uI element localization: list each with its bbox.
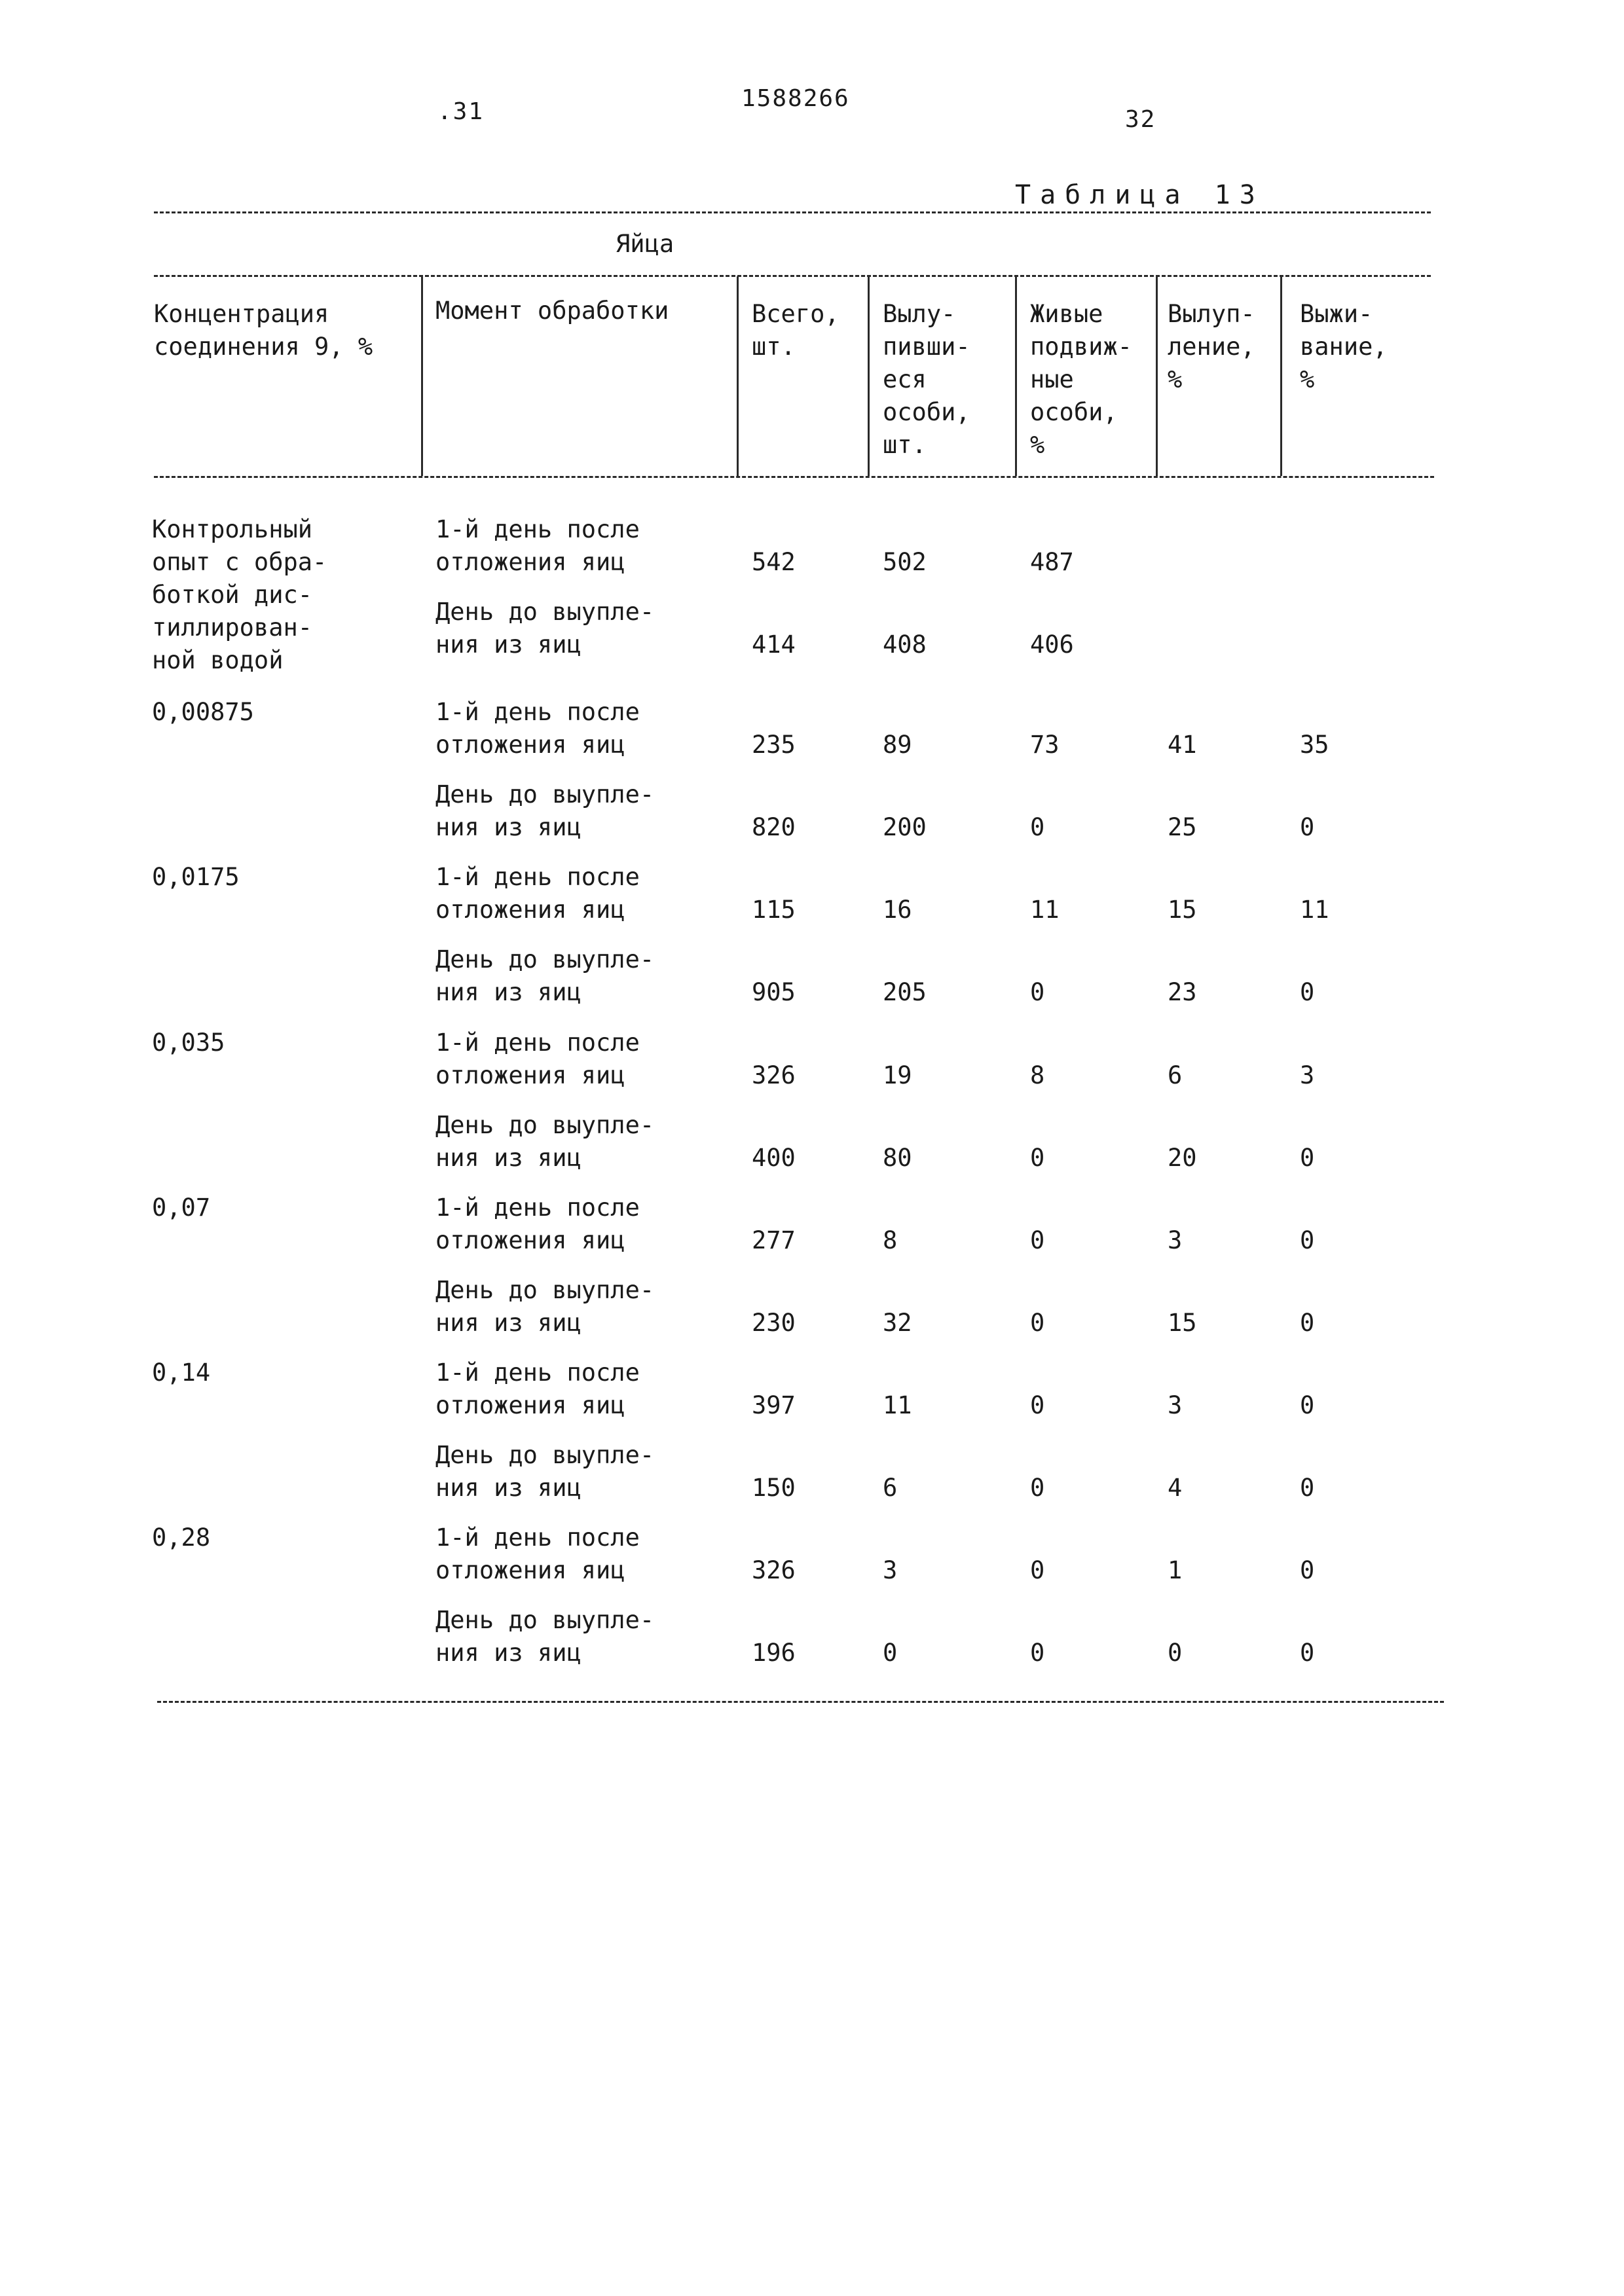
header-hatched: Вылу- пивши- еся особи, шт. bbox=[883, 300, 970, 459]
group-header-rule bbox=[154, 275, 1431, 277]
header-bottom-rule bbox=[154, 476, 1434, 478]
cell-concentration: 0,28 bbox=[152, 1523, 211, 1552]
cell-moment: День до выупле- ния из яиц bbox=[435, 1441, 655, 1502]
cell-total: 277 bbox=[752, 1226, 796, 1254]
cell-alive: 73 bbox=[1030, 731, 1060, 759]
cell-total: 905 bbox=[752, 978, 796, 1006]
cell-hatched: 502 bbox=[883, 548, 927, 576]
cell-hatched: 408 bbox=[883, 630, 927, 659]
cell-moment: 1-й день после отложения яиц bbox=[435, 1029, 640, 1089]
cell-alive: 406 bbox=[1030, 630, 1074, 659]
cell-hatched: 205 bbox=[883, 978, 927, 1006]
cell-moment: 1-й день после отложения яиц bbox=[435, 698, 640, 759]
header-total: Всего, шт. bbox=[752, 300, 840, 361]
group-header-eggs: Яйца bbox=[616, 230, 674, 258]
cell-survival: 0 bbox=[1300, 1144, 1315, 1172]
cell-hatching: 25 bbox=[1168, 813, 1197, 841]
cell-moment: 1-й день после отложения яиц bbox=[435, 863, 640, 924]
cell-alive: 487 bbox=[1030, 548, 1074, 576]
cell-survival: 0 bbox=[1300, 813, 1315, 841]
cell-moment: День до выупле- ния из яиц bbox=[435, 598, 655, 659]
cell-hatching: 3 bbox=[1168, 1391, 1183, 1419]
cell-moment: День до выупле- ния из яиц bbox=[435, 780, 655, 841]
cell-alive: 0 bbox=[1030, 1309, 1045, 1337]
cell-total: 235 bbox=[752, 731, 796, 759]
cell-hatching: 3 bbox=[1168, 1226, 1183, 1254]
cell-total: 400 bbox=[752, 1144, 796, 1172]
cell-total: 230 bbox=[752, 1309, 796, 1337]
cell-survival: 0 bbox=[1300, 1639, 1315, 1667]
cell-total: 196 bbox=[752, 1639, 796, 1667]
cell-moment: День до выупле- ния из яиц bbox=[435, 1111, 655, 1172]
cell-concentration: 0,07 bbox=[152, 1194, 211, 1222]
header-survival: Выжи- вание, % bbox=[1300, 300, 1388, 393]
table-title: Таблица 13 bbox=[1015, 180, 1264, 210]
col-sep-5 bbox=[1156, 276, 1158, 476]
cell-survival: 0 bbox=[1300, 1226, 1315, 1254]
cell-alive: 0 bbox=[1030, 1226, 1045, 1254]
cell-hatching: 15 bbox=[1168, 1309, 1197, 1337]
cell-total: 326 bbox=[752, 1556, 796, 1584]
cell-hatching: 23 bbox=[1168, 978, 1197, 1006]
col-sep-6 bbox=[1280, 276, 1282, 476]
cell-moment: 1-й день после отложения яиц bbox=[435, 515, 640, 576]
col-sep-2 bbox=[737, 276, 739, 476]
cell-hatched: 89 bbox=[883, 731, 912, 759]
cell-total: 115 bbox=[752, 896, 796, 924]
cell-total: 326 bbox=[752, 1061, 796, 1089]
cell-hatching: 0 bbox=[1168, 1639, 1183, 1667]
cell-alive: 0 bbox=[1030, 1556, 1045, 1584]
patent-number: 1588266 bbox=[741, 85, 850, 112]
col-sep-3 bbox=[868, 276, 870, 476]
cell-alive: 11 bbox=[1030, 896, 1060, 924]
header-alive: Живые подвиж- ные особи, % bbox=[1030, 300, 1132, 459]
cell-survival: 0 bbox=[1300, 978, 1315, 1006]
cell-survival: 0 bbox=[1300, 1391, 1315, 1419]
cell-hatching: 15 bbox=[1168, 896, 1197, 924]
cell-survival: 35 bbox=[1300, 731, 1329, 759]
cell-moment: День до выупле- ния из яиц bbox=[435, 945, 655, 1006]
cell-survival: 0 bbox=[1300, 1309, 1315, 1337]
cell-alive: 0 bbox=[1030, 1391, 1045, 1419]
cell-alive: 0 bbox=[1030, 813, 1045, 841]
cell-survival: 0 bbox=[1300, 1474, 1315, 1502]
cell-alive: 0 bbox=[1030, 1639, 1045, 1667]
cell-survival: 11 bbox=[1300, 896, 1329, 924]
cell-hatching: 4 bbox=[1168, 1474, 1183, 1502]
cell-hatched: 11 bbox=[883, 1391, 912, 1419]
table-bottom-rule bbox=[157, 1701, 1444, 1703]
header-concentration: Концентрация соединения 9, % bbox=[154, 300, 373, 361]
right-page-number: 32 bbox=[1125, 106, 1156, 133]
cell-total: 414 bbox=[752, 630, 796, 659]
cell-concentration: 0,0175 bbox=[152, 863, 240, 891]
cell-alive: 0 bbox=[1030, 978, 1045, 1006]
cell-hatched: 0 bbox=[883, 1639, 898, 1667]
cell-hatched: 16 bbox=[883, 896, 912, 924]
header-hatching: Вылуп- ление, % bbox=[1168, 300, 1255, 393]
cell-hatched: 6 bbox=[883, 1474, 898, 1502]
cell-moment: День до выупле- ния из яиц bbox=[435, 1606, 655, 1667]
col-sep-1 bbox=[421, 276, 423, 476]
header-moment: Момент обработки bbox=[435, 297, 669, 325]
cell-hatching: 1 bbox=[1168, 1556, 1183, 1584]
cell-concentration: 0,00875 bbox=[152, 698, 254, 726]
cell-hatched: 19 bbox=[883, 1061, 912, 1089]
cell-hatched: 80 bbox=[883, 1144, 912, 1172]
cell-survival: 0 bbox=[1300, 1556, 1315, 1584]
table-top-rule bbox=[154, 211, 1431, 213]
left-page-number: .31 bbox=[437, 98, 485, 125]
cell-hatched: 3 bbox=[883, 1556, 898, 1584]
cell-hatching: 41 bbox=[1168, 731, 1197, 759]
cell-hatched: 8 bbox=[883, 1226, 898, 1254]
cell-alive: 0 bbox=[1030, 1474, 1045, 1502]
cell-total: 542 bbox=[752, 548, 796, 576]
cell-moment: 1-й день после отложения яиц bbox=[435, 1194, 640, 1254]
cell-moment: 1-й день после отложения яиц bbox=[435, 1358, 640, 1419]
cell-total: 397 bbox=[752, 1391, 796, 1419]
cell-concentration: 0,035 bbox=[152, 1029, 225, 1057]
cell-alive: 8 bbox=[1030, 1061, 1045, 1089]
col-sep-4 bbox=[1015, 276, 1017, 476]
cell-hatched: 200 bbox=[883, 813, 927, 841]
cell-survival: 3 bbox=[1300, 1061, 1315, 1089]
cell-moment: 1-й день после отложения яиц bbox=[435, 1523, 640, 1584]
cell-hatching: 20 bbox=[1168, 1144, 1197, 1172]
cell-alive: 0 bbox=[1030, 1144, 1045, 1172]
cell-total: 150 bbox=[752, 1474, 796, 1502]
cell-concentration: 0,14 bbox=[152, 1358, 211, 1387]
cell-hatched: 32 bbox=[883, 1309, 912, 1337]
cell-hatching: 6 bbox=[1168, 1061, 1183, 1089]
cell-concentration: Контрольный опыт с обра- боткой дис- тиллирован- ной водой bbox=[152, 515, 327, 674]
cell-moment: День до выупле- ния из яиц bbox=[435, 1276, 655, 1337]
cell-total: 820 bbox=[752, 813, 796, 841]
